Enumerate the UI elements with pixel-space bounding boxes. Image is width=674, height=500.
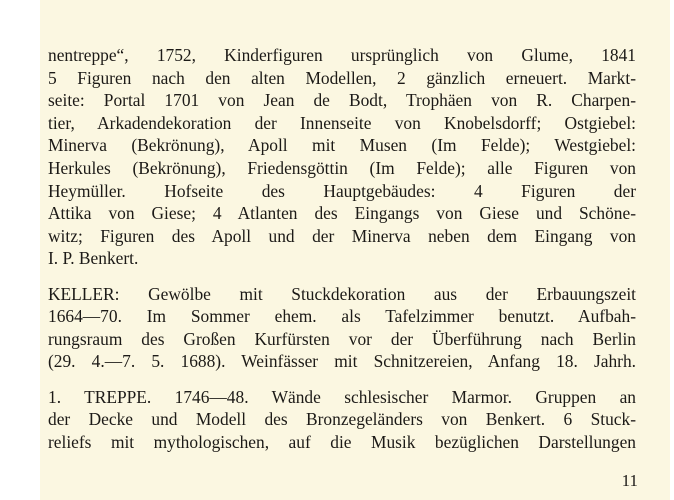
text-line: 1664—70. Im Sommer ehem. als Tafelzimmer benutzt. Aufbah- <box>48 306 636 327</box>
text-line: rungsraum des Großen Kurfürsten vor der Überführung nach Berlin <box>48 328 636 349</box>
text-line: seite: Portal 1701 von Jean de Bodt, Trophäen von R. Charpen- <box>48 90 636 111</box>
text-line: I. P. Benkert. <box>48 248 139 269</box>
paragraph-treppe <box>48 386 636 454</box>
text-line: 1. TREPPE. 1746—48. Wände schlesischer Marmor. Gruppen an <box>48 386 636 407</box>
text-line: reliefs mit mythologischen, auf die Musik bezüglichen Darstellungen <box>48 431 636 452</box>
text-line: Heymüller. Hofseite des Hauptgebäudes: 4 Figuren der <box>48 180 636 201</box>
text-line: witz; Figuren des Apoll und der Minerva neben dem Eingang von <box>48 225 636 246</box>
text-line: Minerva (Bekrönung), Apoll mit Musen (Im Felde); Westgiebel: <box>48 135 636 156</box>
text-line: der Decke und Modell des Bronzegeländers von Benkert. 6 Stuck- <box>48 409 636 430</box>
page-number: 11 <box>621 471 638 490</box>
text-line: Attika von Giese; 4 Atlanten des Eingangs von Giese und Schöne- <box>48 203 636 224</box>
text-line: tier, Arkadendekoration der Innenseite von Knobelsdorff; Ostgiebel: <box>48 112 636 133</box>
text-line: KELLER: Gewölbe mit Stuckdekoration aus der Erbauungszeit <box>48 283 636 304</box>
text-line: 5 Figuren nach den alten Modellen, 2 gänzlich erneuert. Markt- <box>48 67 636 88</box>
book-page <box>40 0 670 500</box>
body-text <box>48 44 636 453</box>
paragraph-hofseite <box>48 44 636 270</box>
text-line: nentreppe“, 1752, Kinderfiguren ursprünglich von Glume, 1841 <box>48 45 636 65</box>
text-line: (29. 4.—7. 5. 1688). Weinfässer mit Schnitzereien, Anfang 18. Jahrh. <box>48 351 636 372</box>
text-line: Herkules (Bekrönung), Friedensgöttin (Im Felde); alle Figuren von <box>48 157 636 178</box>
paragraph-keller <box>48 283 636 373</box>
